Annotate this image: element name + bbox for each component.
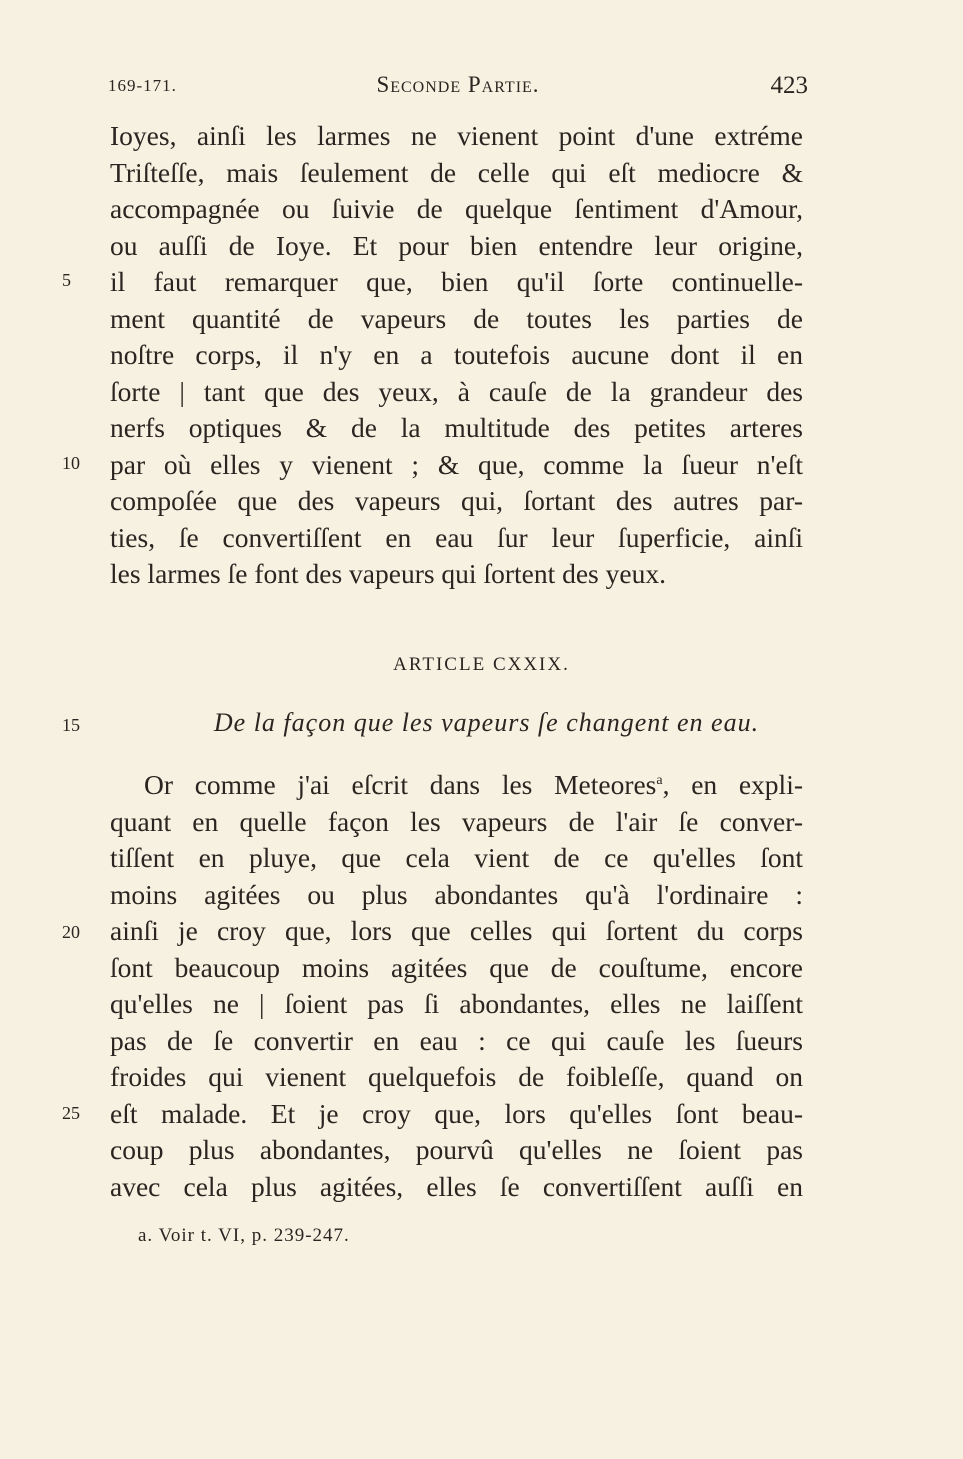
text-line: [110, 767, 803, 804]
text-line: Triſteſſe, mais ſeulement de celle qui eſt mediocre &: [110, 156, 803, 188]
page-number: 423: [770, 72, 808, 99]
text-line: accompagnée ou ſuivie de quelque ſentiment d'Amour,: [110, 193, 803, 224]
line-number: 15: [62, 715, 80, 735]
paragraph-2: [110, 767, 803, 1205]
running-title: Seconde Partie.: [376, 72, 540, 97]
text-line: eſt malade. Et je croy que, lors qu'elles ſont beau-: [110, 1097, 803, 1129]
text-line: ties, ſe convertiſſent en eau ſur leur ſuperficie, ainſi: [110, 521, 803, 553]
footnote: a. Voir t. VI, p. 239-247.: [138, 1225, 350, 1246]
text-line-start: Or comme j'ai eſcrit dans les Meteores: [144, 769, 657, 800]
text-line: tiſſent en pluye, que cela vient de ce qu'elles ſont: [110, 842, 803, 873]
article-heading: ARTICLE CXXIX.: [393, 654, 570, 675]
text-line: ſorte | tant que des yeux, à cauſe de la grandeur des: [110, 375, 803, 407]
page-range: 169-171.: [108, 76, 177, 95]
text-line: avec cela plus agitées, elles ſe convertiſſent auſſi en: [110, 1170, 803, 1202]
text-line: ſont beaucoup moins agitées que de couſtume, encore: [110, 951, 803, 983]
paragraph-1: [110, 118, 803, 593]
text-line: quant en quelle façon les vapeurs de l'air ſe conver-: [110, 805, 803, 837]
text-line: nerfs optiques & de la multitude des petites arteres: [110, 412, 803, 443]
text-line: Ioyes, ainſi les larmes ne vienent point d'une extréme: [110, 120, 803, 151]
text-line: ou auſſi de Ioye. Et pour bien entendre leur origine,: [110, 229, 803, 261]
text-line: par où elles y vienent ; & que, comme la ſueur n'eſt: [110, 448, 803, 480]
line-number: 20: [62, 922, 80, 942]
running-head: [108, 72, 808, 102]
text-line: il faut remarquer que, bien qu'il ſorte continuelle-: [110, 266, 803, 297]
line-number: 25: [62, 1103, 80, 1123]
text-line: ment quantité de vapeurs de toutes les parties de: [110, 302, 803, 334]
line-number: 10: [62, 453, 80, 473]
text-line: ainſi je croy que, lors que celles qui ſortent du corps: [110, 915, 803, 946]
text-line: les larmes ſe font des vapeurs qui ſortent des yeux.: [110, 558, 666, 589]
footnote-ref: a: [656, 772, 663, 788]
text-line-end: , en expli-: [662, 769, 803, 800]
text-line: qu'elles ne | ſoient pas ſi abondantes, elles ne laiſſent: [110, 988, 803, 1019]
article-subheading: De la façon que les vapeurs ſe changent en eau.: [213, 708, 760, 737]
text-line: froides qui vienent quelquefois de foibleſſe, quand on: [110, 1061, 803, 1092]
line-number: 5: [62, 270, 71, 290]
text-line: pas de ſe convertir en eau : ce qui cauſe les ſueurs: [110, 1024, 803, 1056]
text-line: moins agitées ou plus abondantes qu'à l'ordinaire :: [110, 878, 803, 910]
text-line: noſtre corps, il n'y en a toutefois aucune dont il en: [110, 339, 803, 370]
text-line: coup plus abondantes, pourvû qu'elles ne ſoient pas: [110, 1134, 803, 1165]
text-line: compoſée que des vapeurs qui, ſortant des autres par-: [110, 485, 803, 516]
